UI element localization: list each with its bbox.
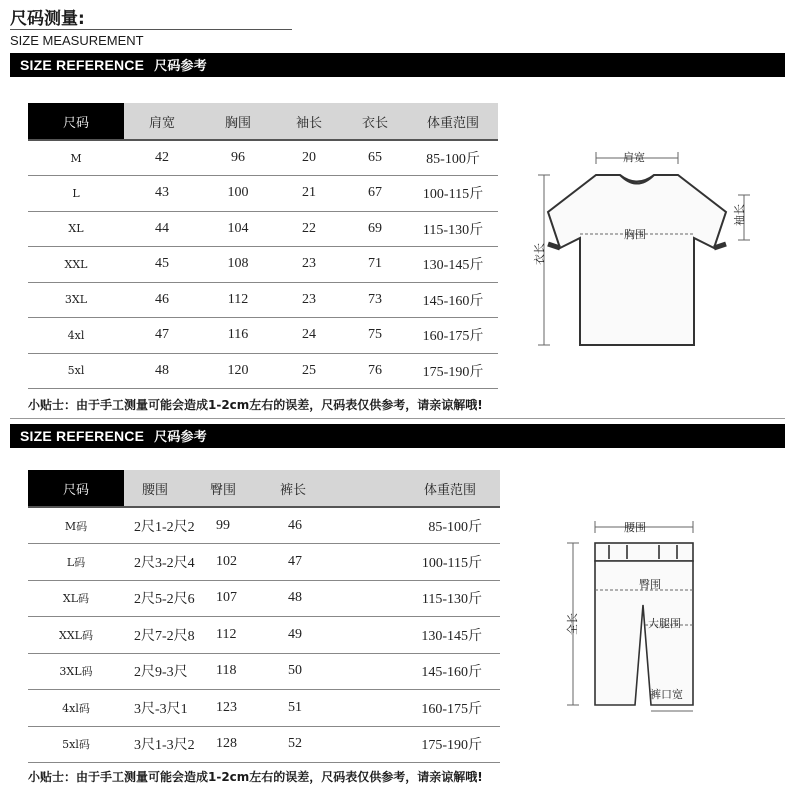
table-row [28, 653, 500, 690]
diagram-hip-label: 臀围 [639, 578, 661, 591]
value-cell: 85-100斤 [408, 140, 498, 176]
value-cell: 115-130斤 [408, 211, 498, 247]
value-cell: 23 [276, 282, 342, 318]
band-label-en: SIZE REFERENCE [20, 428, 145, 444]
col-header-weight: 体重范围 [352, 470, 500, 507]
value-cell: 3尺1-3尺2 [124, 726, 210, 763]
shirt-section-band [10, 53, 785, 77]
value-cell: 96 [200, 140, 276, 176]
tshirt-icon [548, 175, 726, 345]
section-divider [10, 418, 785, 419]
value-cell: 45 [124, 247, 200, 283]
size-cell: 5xl [28, 353, 124, 389]
page-title: 尺码测量: [10, 9, 85, 29]
title-divider [10, 29, 292, 30]
value-cell: 46 [124, 282, 200, 318]
value-cell: 44 [124, 211, 200, 247]
value-cell: 145-160斤 [352, 653, 500, 690]
shirt-tip-text: 小贴士：由于手工测量可能会造成1-2cm左右的误差，尺码表仅供参考，请亲谅解哦! [28, 398, 483, 412]
value-cell: 67 [342, 176, 408, 212]
table-row [28, 690, 500, 727]
size-cell: 4xl码 [28, 690, 124, 727]
value-cell: 99 [210, 507, 276, 544]
value-cell: 118 [210, 653, 276, 690]
table-row [28, 318, 498, 354]
diagram-thigh-label: 大腿围 [648, 617, 681, 630]
value-cell: 21 [276, 176, 342, 212]
table-row [28, 282, 498, 318]
col-header-size: 尺码 [28, 103, 124, 140]
col-header-shoulder: 肩宽 [124, 103, 200, 140]
value-cell: 20 [276, 140, 342, 176]
band-label-cn: 尺码参考 [154, 59, 207, 74]
size-cell: L [28, 176, 124, 212]
diagram-hem-label: 裤口宽 [650, 688, 683, 701]
table-row [28, 353, 498, 389]
value-cell: 85-100斤 [352, 507, 500, 544]
diagram-sleeve-label: 袖长 [733, 204, 746, 226]
value-cell: 175-190斤 [408, 353, 498, 389]
size-cell: XL [28, 211, 124, 247]
col-header-size: 尺码 [28, 470, 124, 507]
value-cell: 104 [200, 211, 276, 247]
value-cell: 2尺3-2尺4 [124, 544, 210, 581]
value-cell: 51 [276, 690, 352, 727]
diagram-shoulder-label: 肩宽 [623, 151, 645, 164]
value-cell: 22 [276, 211, 342, 247]
shorts-diagram [555, 515, 715, 720]
size-cell: 3XL码 [28, 653, 124, 690]
value-cell: 42 [124, 140, 200, 176]
value-cell: 160-175斤 [352, 690, 500, 727]
value-cell: 3尺-3尺1 [124, 690, 210, 727]
value-cell: 145-160斤 [408, 282, 498, 318]
pants-section-band [10, 424, 785, 448]
value-cell: 2尺1-2尺2 [124, 507, 210, 544]
size-cell: XL码 [28, 580, 124, 617]
table-row [28, 580, 500, 617]
size-cell: 3XL [28, 282, 124, 318]
value-cell: 23 [276, 247, 342, 283]
table-row [28, 507, 500, 544]
value-cell: 102 [210, 544, 276, 581]
value-cell: 69 [342, 211, 408, 247]
col-header-chest: 胸围 [200, 103, 276, 140]
value-cell: 65 [342, 140, 408, 176]
table-row [28, 176, 498, 212]
band-label-cn: 尺码参考 [154, 430, 207, 445]
value-cell: 43 [124, 176, 200, 212]
value-cell: 2尺7-2尺8 [124, 617, 210, 654]
table-row [28, 617, 500, 654]
value-cell: 47 [124, 318, 200, 354]
col-header-sleeve: 袖长 [276, 103, 342, 140]
col-header-hip: 臀围 [210, 470, 276, 507]
value-cell: 100-115斤 [408, 176, 498, 212]
value-cell: 100-115斤 [352, 544, 500, 581]
size-cell: XXL码 [28, 617, 124, 654]
value-cell: 108 [200, 247, 276, 283]
diagram-chest-label: 胸围 [624, 228, 646, 241]
value-cell: 107 [210, 580, 276, 617]
value-cell: 116 [200, 318, 276, 354]
value-cell: 46 [276, 507, 352, 544]
value-cell: 175-190斤 [352, 726, 500, 763]
value-cell: 24 [276, 318, 342, 354]
size-cell: XXL [28, 247, 124, 283]
size-cell: 5xl码 [28, 726, 124, 763]
table-row [28, 544, 500, 581]
pants-size-table [28, 470, 500, 763]
value-cell: 123 [210, 690, 276, 727]
value-cell: 25 [276, 353, 342, 389]
col-header-weight: 体重范围 [408, 103, 498, 140]
table-row [28, 247, 498, 283]
shirt-table-body [28, 140, 498, 389]
size-cell: 4xl [28, 318, 124, 354]
table-row [28, 726, 500, 763]
table-row [28, 211, 498, 247]
value-cell: 48 [124, 353, 200, 389]
size-cell: M码 [28, 507, 124, 544]
col-header-waist: 腰围 [124, 470, 210, 507]
value-cell: 2尺5-2尺6 [124, 580, 210, 617]
diagram-pants-length-label: 全长 [566, 613, 579, 635]
tshirt-diagram [530, 140, 770, 355]
value-cell: 71 [342, 247, 408, 283]
value-cell: 112 [200, 282, 276, 318]
value-cell: 76 [342, 353, 408, 389]
value-cell: 130-145斤 [408, 247, 498, 283]
value-cell: 120 [200, 353, 276, 389]
value-cell: 128 [210, 726, 276, 763]
value-cell: 52 [276, 726, 352, 763]
value-cell: 2尺9-3尺 [124, 653, 210, 690]
col-header-pants-length: 裤长 [276, 470, 352, 507]
value-cell: 112 [210, 617, 276, 654]
diagram-length-label: 衣长 [533, 243, 546, 265]
size-cell: M [28, 140, 124, 176]
value-cell: 160-175斤 [408, 318, 498, 354]
value-cell: 48 [276, 580, 352, 617]
table-row [28, 140, 498, 176]
pants-table-body [28, 507, 500, 763]
value-cell: 73 [342, 282, 408, 318]
value-cell: 100 [200, 176, 276, 212]
shirt-size-table [28, 103, 498, 389]
value-cell: 115-130斤 [352, 580, 500, 617]
value-cell: 47 [276, 544, 352, 581]
value-cell: 130-145斤 [352, 617, 500, 654]
page-subtitle: SIZE MEASUREMENT [10, 33, 144, 48]
table-header-row [28, 103, 498, 140]
size-cell: L码 [28, 544, 124, 581]
col-header-length: 衣长 [342, 103, 408, 140]
value-cell: 50 [276, 653, 352, 690]
value-cell: 49 [276, 617, 352, 654]
pants-tip-text: 小贴士：由于手工测量可能会造成1-2cm左右的误差，尺码表仅供参考，请亲谅解哦! [28, 770, 483, 784]
value-cell: 75 [342, 318, 408, 354]
table-header-row [28, 470, 500, 507]
band-label-en: SIZE REFERENCE [20, 57, 145, 73]
diagram-waist-label: 腰围 [624, 521, 646, 534]
